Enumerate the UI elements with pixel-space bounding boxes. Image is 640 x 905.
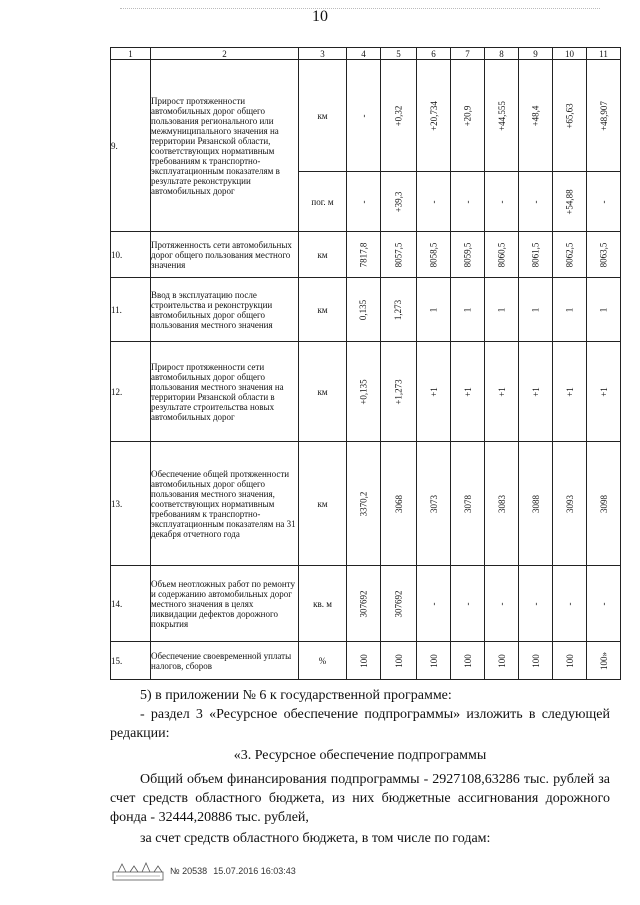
cell-value: - bbox=[519, 566, 553, 642]
row-number: 12. bbox=[111, 342, 151, 442]
cell-value: 100 bbox=[553, 642, 587, 680]
cell-value: 1 bbox=[485, 278, 519, 342]
col-header: 7 bbox=[451, 48, 485, 60]
cell-value: 8060,5 bbox=[485, 232, 519, 278]
row-name: Обеспечение своевременной уплаты налогов, сборов bbox=[151, 642, 299, 680]
cell-value: 3093 bbox=[553, 442, 587, 566]
cell-value: - bbox=[417, 172, 451, 232]
table-row bbox=[111, 642, 621, 680]
col-header: 4 bbox=[347, 48, 381, 60]
paragraph-by-years: за счет средств областного бюджета, в том числе по годам: bbox=[140, 831, 491, 846]
cell-value: - bbox=[417, 566, 451, 642]
row-name: Прирост протяженности автомобильных дорог общего пользования регионального или межмуниципального значения на территории Рязанской области, соответствующих нормативным требованиям к транспортно-эксплуатационным показателям в результате реконструкции автомобильных дорог bbox=[151, 60, 299, 232]
cell-value: - bbox=[451, 172, 485, 232]
table-row bbox=[111, 278, 621, 342]
cell-value: +48,4 bbox=[519, 60, 553, 172]
cell-value: 1 bbox=[417, 278, 451, 342]
cell-value: +1 bbox=[485, 342, 519, 442]
cell-value: 8057,5 bbox=[381, 232, 417, 278]
cell-value: +20,9 bbox=[451, 60, 485, 172]
cell-value: 1,273 bbox=[381, 278, 417, 342]
cell-value: 0,135 bbox=[347, 278, 381, 342]
cell-value: +39,3 bbox=[381, 172, 417, 232]
cell-value: 8063,5 bbox=[587, 232, 621, 278]
col-header: 6 bbox=[417, 48, 451, 60]
row-unit: кв. м bbox=[299, 566, 347, 642]
row-unit: км bbox=[299, 442, 347, 566]
table-header-row bbox=[111, 48, 621, 60]
table-row bbox=[111, 442, 621, 566]
row-number: 11. bbox=[111, 278, 151, 342]
cell-value: 100 bbox=[519, 642, 553, 680]
row-unit: км bbox=[299, 60, 347, 172]
cell-value: 100 bbox=[347, 642, 381, 680]
col-header: 8 bbox=[485, 48, 519, 60]
cell-value: +65,63 bbox=[553, 60, 587, 172]
row-number: 10. bbox=[111, 232, 151, 278]
col-header: 5 bbox=[381, 48, 417, 60]
row-name: Ввод в эксплуатацию после строительства и реконструкции автомобильных дорог общего пользования местного значения bbox=[151, 278, 299, 342]
cell-value: - bbox=[485, 566, 519, 642]
row-unit: км bbox=[299, 278, 347, 342]
col-header: 11 bbox=[587, 48, 621, 60]
row-number: 13. bbox=[111, 442, 151, 566]
cell-value: 3088 bbox=[519, 442, 553, 566]
col-header: 1 bbox=[111, 48, 151, 60]
paragraph-appendix-6: 5) в приложении № 6 к государственной программе: bbox=[140, 688, 452, 703]
cell-value: +20,734 bbox=[417, 60, 451, 172]
row-name: Обеспечение общей протяженности автомобильных дорог общего пользования местного значения, соответствующих нормативным требованиям к транспортно-эксплуатационным показателям на 31 декабря отчетного года bbox=[151, 442, 299, 566]
cell-value: 307692 bbox=[347, 566, 381, 642]
cell-value: 1 bbox=[451, 278, 485, 342]
cell-value: - bbox=[451, 566, 485, 642]
cell-value: - bbox=[485, 172, 519, 232]
paragraph-section-3: - раздел 3 «Ресурсное обеспечение подпрограммы» изложить в следующей редакции: bbox=[110, 707, 610, 741]
page-number: 10 bbox=[312, 8, 328, 25]
indicators-table bbox=[110, 47, 621, 680]
cell-value: 100 bbox=[485, 642, 519, 680]
row-name: Прирост протяженности сети автомобильных дорог общего пользования местного значения на территории Рязанской области в результате строительства новых автомобильных дорог bbox=[151, 342, 299, 442]
cell-value: +44,555 bbox=[485, 60, 519, 172]
row-name: Протяженность сети автомобильных дорог общего пользования местного значения bbox=[151, 232, 299, 278]
cell-value: 100 bbox=[451, 642, 485, 680]
cell-value: 100 bbox=[417, 642, 451, 680]
cell-value: 3083 bbox=[485, 442, 519, 566]
document-number: № 20538 bbox=[170, 866, 208, 876]
row-name: Объем неотложных работ по ремонту и содержанию автомобильных дорог местного значения в целях ликвидации дефектов дорожного покрытия bbox=[151, 566, 299, 642]
row-number: 14. bbox=[111, 566, 151, 642]
col-header: 9 bbox=[519, 48, 553, 60]
table-row bbox=[111, 342, 621, 442]
cell-value: 307692 bbox=[381, 566, 417, 642]
cell-value: +1 bbox=[553, 342, 587, 442]
row-unit: км bbox=[299, 342, 347, 442]
cell-value: +0,32 bbox=[381, 60, 417, 172]
signature-stamp-icon bbox=[112, 860, 164, 882]
cell-value: 100 bbox=[381, 642, 417, 680]
cell-value: 1 bbox=[553, 278, 587, 342]
cell-value: 8062,5 bbox=[553, 232, 587, 278]
row-unit: % bbox=[299, 642, 347, 680]
cell-value: 1 bbox=[587, 278, 621, 342]
table-row bbox=[111, 232, 621, 278]
cell-value: +1,273 bbox=[381, 342, 417, 442]
cell-value: - bbox=[347, 60, 381, 172]
col-header: 3 bbox=[299, 48, 347, 60]
cell-value: 8058,5 bbox=[417, 232, 451, 278]
cell-value: 3078 bbox=[451, 442, 485, 566]
row-number: 9. bbox=[111, 60, 151, 232]
cell-value: +1 bbox=[417, 342, 451, 442]
cell-value: 3068 bbox=[381, 442, 417, 566]
row-unit: пог. м bbox=[299, 172, 347, 232]
table-row bbox=[111, 566, 621, 642]
cell-value: 3073 bbox=[417, 442, 451, 566]
col-header: 10 bbox=[553, 48, 587, 60]
cell-value: +54,88 bbox=[553, 172, 587, 232]
cell-value: 1 bbox=[519, 278, 553, 342]
cell-value: 3370,2 bbox=[347, 442, 381, 566]
cell-value: 8061,5 bbox=[519, 232, 553, 278]
row-unit: км bbox=[299, 232, 347, 278]
cell-value: - bbox=[587, 566, 621, 642]
row-number: 15. bbox=[111, 642, 151, 680]
document-timestamp: 15.07.2016 16:03:43 bbox=[213, 866, 296, 876]
cell-value: +1 bbox=[451, 342, 485, 442]
cell-value: 3098 bbox=[587, 442, 621, 566]
section-heading: «3. Ресурсное обеспечение подпрограммы bbox=[233, 748, 487, 763]
cell-value: +1 bbox=[587, 342, 621, 442]
cell-value: 8059,5 bbox=[451, 232, 485, 278]
table-row bbox=[111, 60, 621, 172]
col-header: 2 bbox=[151, 48, 299, 60]
cell-value: 7817,8 bbox=[347, 232, 381, 278]
cell-value: - bbox=[553, 566, 587, 642]
cell-value: - bbox=[587, 172, 621, 232]
cell-value: +1 bbox=[519, 342, 553, 442]
cell-value: - bbox=[347, 172, 381, 232]
cell-value: 100» bbox=[587, 642, 621, 680]
document-footer bbox=[112, 860, 296, 882]
cell-value: +48,907 bbox=[587, 60, 621, 172]
cell-value: - bbox=[519, 172, 553, 232]
cell-value: +0,135 bbox=[347, 342, 381, 442]
paragraph-financing: Общий объем финансирования подпрограммы - 2927108,63286 тыс. рублей за счет средств областного бюджета, из них бюджетные ассигнования дорожного фонда - 32444,20886 тыс. рублей, bbox=[110, 772, 610, 825]
